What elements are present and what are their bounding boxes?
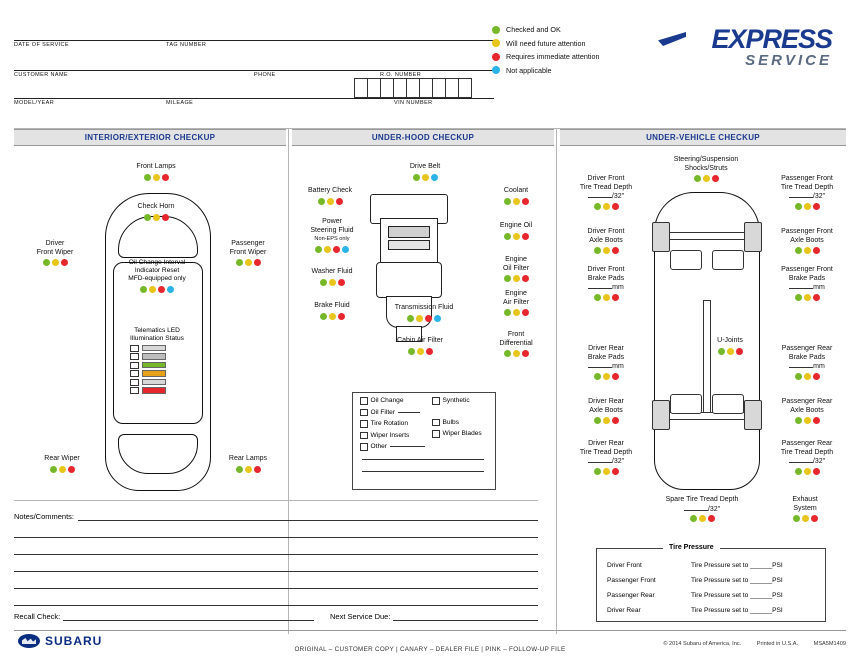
item-dr-pads-dots[interactable]: [564, 373, 648, 380]
section-header-undervehicle: UNDER-VEHICLE CHECKUP: [560, 129, 846, 146]
item-spare-tread-label: Spare Tire Tread Depth: [665, 496, 739, 503]
next-service-field[interactable]: [330, 610, 538, 621]
item-passenger-rear-brake-pads[interactable]: [762, 345, 852, 380]
tire-passenger-rear: [744, 400, 762, 430]
item-pr-tread-label-1: Passenger Rear: [781, 440, 833, 447]
item-pf-axle-dots[interactable]: [762, 247, 852, 254]
item-drive-belt-label: Drive Belt: [409, 163, 441, 170]
checkbox-label-wiper-inserts: Wiper Inserts: [370, 431, 410, 439]
next-service-line[interactable]: [393, 610, 538, 621]
item-exhaust-system[interactable]: [770, 496, 840, 522]
checkbox-label-wiper-blades: Wiper Blades: [442, 430, 482, 438]
item-passenger-rear-tread[interactable]: [762, 440, 852, 475]
item-exhaust-dots[interactable]: [770, 515, 840, 522]
item-power-steering-fluid[interactable]: [294, 218, 370, 253]
pf-pads-unit: mm: [813, 284, 825, 291]
item-pf-axle-label-1: Passenger Front: [781, 228, 833, 235]
checkbox-synthetic[interactable]: [432, 397, 440, 405]
table-row[interactable]: [597, 604, 825, 617]
checkbox-label-oil-filter: Oil Filter: [370, 408, 396, 416]
legend-item: [492, 25, 662, 34]
printed-text: Printed in U.S.A.: [756, 641, 799, 647]
field-label-customer-name: CUSTOMER NAME: [14, 72, 68, 78]
item-front-differential-dots[interactable]: [480, 350, 552, 357]
other-note-line-2[interactable]: [362, 471, 484, 472]
checkbox-oil-filter[interactable]: [360, 409, 368, 417]
item-power-steering-label-1: Power: [322, 218, 342, 225]
telematics-row[interactable]: [130, 370, 198, 377]
recall-check-label: Recall Check:: [14, 612, 61, 621]
item-driver-rear-brake-pads[interactable]: [564, 345, 648, 380]
item-washer-fluid-label: Washer Fluid: [311, 268, 353, 275]
item-df-pads-dots[interactable]: [564, 294, 648, 301]
tp-position-driver-front: Driver Front: [607, 562, 642, 569]
checkbox-label-oil-change: Oil Change: [370, 397, 404, 405]
next-service-label: Next Service Due:: [330, 612, 391, 621]
checkbox-wiper-blades[interactable]: [432, 430, 440, 438]
item-cabin-air-filter[interactable]: [368, 337, 472, 355]
item-engine-oil-filter-dots[interactable]: [480, 275, 552, 282]
item-engine-oil-filter-label-2: Oil Filter: [502, 264, 530, 272]
item-check-horn-label: Check Horn: [137, 203, 175, 210]
item-pr-axle-dots[interactable]: [762, 417, 852, 424]
subaru-wordmark: SUBARU: [45, 634, 103, 648]
telematics-label-2: Illumination Status: [130, 335, 184, 342]
item-oil-change-interval[interactable]: [116, 259, 198, 293]
item-front-differential-label-1: Front: [507, 331, 525, 338]
table-row[interactable]: [597, 559, 825, 572]
item-pr-axle-label-2: Axle Boots: [790, 406, 824, 414]
dr-pads-blank[interactable]: [588, 367, 612, 368]
field-label-vin-number: VIN NUMBER: [394, 100, 433, 106]
logo-express-text: EXPRESS: [711, 24, 832, 54]
column-divider-2: [556, 129, 557, 634]
item-steering-dots[interactable]: [640, 175, 772, 182]
item-passenger-front-brake-pads[interactable]: [762, 266, 852, 301]
item-battery-check-dots[interactable]: [294, 198, 366, 205]
item-rear-lamps-label: Rear Lamps: [228, 455, 268, 462]
item-power-steering-label-3: Non-EPS only: [314, 236, 350, 242]
item-dr-axle-label-2: Axle Boots: [589, 406, 623, 414]
item-u-joints[interactable]: [700, 337, 760, 355]
item-pf-tread-dots[interactable]: [762, 203, 852, 210]
pf-pads-blank[interactable]: [789, 288, 813, 289]
notes-line-3[interactable]: [14, 555, 538, 572]
item-engine-air-filter-label-1: Engine: [505, 290, 527, 297]
header-fields: [14, 28, 494, 113]
table-row[interactable]: [597, 589, 825, 602]
item-df-tread-dots[interactable]: [564, 203, 648, 210]
rear-right-assembly: [712, 394, 744, 414]
footer-rule: [14, 630, 846, 631]
item-front-lamps-dots[interactable]: [106, 174, 206, 181]
spare-tread-blank[interactable]: [684, 510, 708, 511]
checkbox-bulbs[interactable]: [432, 419, 440, 427]
notes-line-1[interactable]: [14, 521, 538, 538]
item-dr-tread-dots[interactable]: [564, 468, 648, 475]
copyright-text: © 2014 Subaru of America, Inc.: [663, 641, 742, 647]
tire-pressure-title: Tire Pressure: [663, 544, 720, 551]
legend-label-ok: Checked and OK: [506, 25, 561, 34]
item-passenger-front-tread[interactable]: [762, 175, 852, 210]
field-label-date-of-service: DATE OF SERVICE: [14, 42, 70, 48]
item-driver-front-brake-pads[interactable]: [564, 266, 648, 301]
item-power-steering-label-2: Steering Fluid: [310, 226, 354, 234]
item-coolant-dots[interactable]: [480, 198, 552, 205]
item-pf-axle-label-2: Axle Boots: [790, 236, 824, 244]
notes-top-rule: [14, 500, 538, 501]
item-passenger-front-wiper-dots[interactable]: [212, 259, 284, 266]
item-passenger-front-wiper[interactable]: [212, 240, 284, 266]
legend-item: [492, 66, 662, 75]
df-pads-unit: mm: [612, 284, 624, 291]
item-dr-tread-label-2: Tire Tread Depth: [579, 448, 633, 456]
tp-value-passenger-rear[interactable]: Tire Pressure set to ______PSI: [691, 592, 783, 599]
item-spare-tire-tread[interactable]: [638, 496, 766, 522]
item-cabin-air-filter-dots[interactable]: [368, 348, 472, 355]
item-transmission-fluid-label: Transmission Fluid: [394, 304, 454, 311]
df-pads-blank[interactable]: [588, 288, 612, 289]
item-pf-tread-label-2: Tire Tread Depth: [780, 183, 834, 191]
copy-distribution-text: ORIGINAL – CUSTOMER COPY | CANARY – DEALER FILE | PINK – FOLLOW-UP FILE: [294, 646, 566, 653]
tire-pressure-table: [596, 544, 826, 622]
item-transmission-fluid[interactable]: [368, 304, 480, 322]
item-exhaust-label-1: Exhaust: [792, 496, 818, 503]
item-steering-suspension[interactable]: [640, 156, 772, 182]
telematics-row[interactable]: [130, 345, 198, 352]
item-passenger-front-wiper-label-2: Front Wiper: [229, 248, 267, 256]
item-driver-front-wiper[interactable]: [24, 240, 86, 266]
checkbox-wiper-inserts[interactable]: [360, 432, 368, 440]
item-pf-tread-label-1: Passenger Front: [781, 175, 833, 182]
item-df-tread-label-1: Driver Front: [587, 175, 625, 182]
pr-pads-blank[interactable]: [789, 367, 813, 368]
df-tread-blank[interactable]: [588, 197, 612, 198]
item-engine-air-filter-dots[interactable]: [480, 309, 552, 316]
item-passenger-front-axle-boots[interactable]: [762, 228, 852, 254]
item-df-axle-dots[interactable]: [564, 247, 648, 254]
item-pr-pads-label-1: Passenger Rear: [781, 345, 833, 352]
checkbox-row-wiper-blades[interactable]: [432, 430, 491, 438]
item-dr-axle-label-1: Driver Rear: [588, 398, 624, 405]
item-driver-front-tread[interactable]: [564, 175, 648, 210]
section-header-interior: INTERIOR/EXTERIOR CHECKUP: [14, 129, 286, 146]
telematics-row[interactable]: [130, 387, 198, 394]
dr-tread-unit: /32": [611, 458, 625, 465]
tire-passenger-front: [744, 222, 762, 252]
item-passenger-front-wiper-label-1: Passenger: [231, 240, 265, 247]
item-pf-pads-dots[interactable]: [762, 294, 852, 301]
tp-position-passenger-rear: Passenger Rear: [607, 592, 655, 599]
checkbox-label-synthetic: Synthetic: [442, 397, 470, 405]
item-dr-pads-label-2: Brake Pads: [587, 353, 625, 361]
item-pr-tread-dots[interactable]: [762, 468, 852, 475]
item-front-differential-label-2: Differential: [499, 339, 533, 347]
checkbox-label-other: Other: [370, 443, 387, 451]
item-cabin-air-filter-label: Cabin Air Filter: [397, 337, 443, 344]
legend-item: [492, 52, 662, 61]
table-row[interactable]: [597, 574, 825, 587]
checkbox-oil-change[interactable]: [360, 397, 368, 405]
item-steering-label-1: Steering/Suspension: [673, 156, 739, 163]
item-pr-pads-dots[interactable]: [762, 373, 852, 380]
tire-driver-rear: [652, 400, 670, 430]
item-transmission-fluid-dots[interactable]: [368, 315, 480, 322]
legend-dot-yellow-icon: [492, 39, 500, 47]
item-washer-fluid-dots[interactable]: [294, 279, 370, 286]
item-engine-oil-label: Engine Oil: [499, 222, 533, 229]
item-steering-label-2: Shocks/Struts: [684, 164, 728, 172]
item-drive-belt[interactable]: [380, 163, 470, 181]
item-spare-tread-dots[interactable]: [638, 515, 766, 522]
checkbox-label-bulbs: Bulbs: [442, 418, 459, 426]
item-u-joints-label: U-Joints: [717, 337, 743, 344]
checkbox-row-other[interactable]: [360, 443, 425, 451]
checkbox-row-oil-change[interactable]: [360, 397, 425, 405]
item-driver-rear-axle-boots[interactable]: [564, 398, 648, 424]
legend-label-immediate: Requires immediate attention: [506, 52, 600, 61]
legend-label-future: Will need future attention: [506, 38, 586, 48]
item-driver-front-wiper-label-1: Driver: [45, 240, 65, 247]
front-axle: [664, 232, 750, 240]
item-pr-axle-label-1: Passenger Rear: [781, 398, 833, 405]
other-note-line-1[interactable]: [362, 459, 484, 460]
checkbox-row-wiper-inserts[interactable]: [360, 432, 425, 440]
checkbox-label-tire-rotation: Tire Rotation: [370, 420, 409, 428]
legend-dot-red-icon: [492, 53, 500, 61]
legend-item: [492, 39, 662, 48]
item-df-axle-label-1: Driver Front: [587, 228, 625, 235]
item-driver-front-axle-boots[interactable]: [564, 228, 648, 254]
item-driver-rear-tread[interactable]: [564, 440, 648, 475]
notes-line-4[interactable]: [14, 572, 538, 589]
item-brake-fluid[interactable]: [294, 302, 370, 320]
item-df-axle-label-2: Axle Boots: [589, 236, 623, 244]
recall-check-field[interactable]: [14, 610, 314, 621]
notes-line-5[interactable]: [14, 589, 538, 606]
checkbox-tire-rotation[interactable]: [360, 420, 368, 428]
legend-dot-blue-icon: [492, 66, 500, 74]
field-label-mileage: MILEAGE: [166, 100, 194, 106]
pr-pads-unit: mm: [813, 363, 825, 370]
item-coolant[interactable]: [480, 187, 552, 205]
item-washer-fluid[interactable]: [294, 268, 370, 286]
item-df-pads-label-2: Brake Pads: [587, 274, 625, 282]
tp-value-driver-front[interactable]: Tire Pressure set to ______PSI: [691, 562, 783, 569]
item-dr-tread-label-1: Driver Rear: [588, 440, 624, 447]
checkbox-row-synthetic[interactable]: [432, 397, 491, 405]
item-check-horn[interactable]: [112, 203, 200, 221]
item-engine-air-filter-label-2: Air Filter: [502, 298, 530, 306]
service-performed-checkboxes[interactable]: [352, 392, 496, 490]
item-dr-pads-label-1: Driver Rear: [588, 345, 624, 352]
oil-change-dots[interactable]: [116, 286, 198, 293]
dr-tread-blank[interactable]: [588, 462, 612, 463]
oil-change-label-3: MFD-equipped only: [128, 275, 186, 282]
item-pf-pads-label-1: Passenger Front: [781, 266, 833, 273]
item-rear-wiper-label: Rear Wiper: [44, 455, 80, 462]
item-rear-lamps[interactable]: [212, 455, 284, 473]
item-engine-oil-filter-label-1: Engine: [505, 256, 527, 263]
item-engine-oil-dots[interactable]: [480, 233, 552, 240]
checkbox-row-bulbs[interactable]: [432, 419, 491, 427]
item-engine-oil-filter[interactable]: [480, 256, 552, 282]
pf-tread-unit: /32": [812, 193, 826, 200]
item-df-tread-label-2: Tire Tread Depth: [579, 183, 633, 191]
item-battery-check-label: Battery Check: [308, 187, 352, 194]
checkbox-other[interactable]: [360, 443, 368, 451]
rule-row-3: [14, 98, 494, 99]
item-engine-oil[interactable]: [480, 222, 552, 240]
item-pr-pads-label-2: Brake Pads: [788, 353, 826, 361]
item-brake-fluid-dots[interactable]: [294, 313, 370, 320]
item-front-lamps[interactable]: [106, 163, 206, 181]
form-code-text: MSA5M1409: [813, 641, 846, 647]
oil-change-label-1: Oil Change Interval: [128, 259, 186, 266]
field-label-model-year: MODEL/YEAR: [14, 100, 55, 106]
item-drive-belt-dots[interactable]: [380, 174, 470, 181]
legend: [492, 25, 662, 79]
item-passenger-rear-axle-boots[interactable]: [762, 398, 852, 424]
dr-pads-unit: mm: [612, 363, 624, 370]
notes-label: Notes/Comments:: [14, 512, 75, 521]
oil-change-label-2: Indicator Reset: [134, 267, 180, 274]
legend-label-na: Not applicable: [506, 65, 552, 75]
pf-tread-blank[interactable]: [789, 197, 813, 198]
item-brake-fluid-label: Brake Fluid: [314, 302, 350, 309]
tire-driver-front: [652, 222, 670, 252]
item-front-differential[interactable]: [480, 331, 552, 357]
telematics-row[interactable]: [130, 379, 198, 386]
item-exhaust-label-2: System: [793, 504, 817, 512]
logo-service-text: SERVICE: [745, 52, 832, 69]
telematics-row[interactable]: [130, 353, 198, 360]
front-right-assembly: [712, 250, 744, 270]
notes-section: [14, 510, 538, 606]
item-check-horn-dots[interactable]: [112, 214, 200, 221]
tp-position-driver-rear: Driver Rear: [607, 607, 641, 614]
field-label-phone: PHONE: [254, 72, 276, 78]
telematics-row[interactable]: [130, 362, 198, 369]
item-coolant-label: Coolant: [503, 187, 529, 194]
item-df-pads-label-1: Driver Front: [587, 266, 625, 273]
df-tread-unit: /32": [611, 193, 625, 200]
item-engine-air-filter[interactable]: [480, 290, 552, 316]
tp-value-passenger-front[interactable]: Tire Pressure set to ______PSI: [691, 577, 783, 584]
field-label-tag-number: TAG NUMBER: [166, 42, 207, 48]
item-pr-tread-label-2: Tire Tread Depth: [780, 448, 834, 456]
pr-tread-unit: /32": [812, 458, 826, 465]
rear-left-assembly: [670, 394, 702, 414]
item-dr-axle-dots[interactable]: [564, 417, 648, 424]
recall-check-line[interactable]: [63, 610, 314, 621]
notes-line-2[interactable]: [14, 538, 538, 555]
checkbox-row-tire-rotation[interactable]: [360, 420, 425, 428]
tp-position-passenger-front: Passenger Front: [607, 577, 656, 584]
item-driver-front-wiper-label-2: Front Wiper: [36, 248, 74, 256]
item-power-steering-dots[interactable]: [294, 246, 370, 253]
express-service-logo: [652, 26, 832, 68]
spare-tread-unit: /32": [707, 505, 721, 513]
item-front-lamps-label: Front Lamps: [136, 163, 176, 170]
rule-row-1: [14, 40, 494, 41]
item-telematics-led[interactable]: [116, 327, 198, 394]
pr-tread-blank[interactable]: [789, 462, 813, 463]
item-rear-lamps-dots[interactable]: [212, 466, 284, 473]
field-label-ro-number: R.O. NUMBER: [380, 72, 422, 78]
telematics-label-1: Telematics LED: [134, 327, 180, 334]
item-battery-check[interactable]: [294, 187, 366, 205]
rule-row-2: [14, 70, 494, 71]
checkbox-row-oil-filter[interactable]: [360, 409, 425, 417]
tp-value-driver-rear[interactable]: Tire Pressure set to ______PSI: [691, 607, 783, 614]
vin-boxes[interactable]: [354, 78, 472, 98]
front-left-assembly: [670, 250, 702, 270]
driveshaft-diagram: [703, 300, 711, 420]
section-header-underhood: UNDER-HOOD CHECKUP: [292, 129, 554, 146]
item-u-joints-dots[interactable]: [700, 348, 760, 355]
footer-meta: [663, 641, 846, 647]
item-pf-pads-label-2: Brake Pads: [788, 274, 826, 282]
item-rear-wiper-dots[interactable]: [24, 466, 100, 473]
item-driver-front-wiper-dots[interactable]: [24, 259, 86, 266]
notes-line-0[interactable]: [78, 510, 538, 521]
item-rear-wiper[interactable]: [24, 455, 100, 473]
legend-dot-green-icon: [492, 26, 500, 34]
